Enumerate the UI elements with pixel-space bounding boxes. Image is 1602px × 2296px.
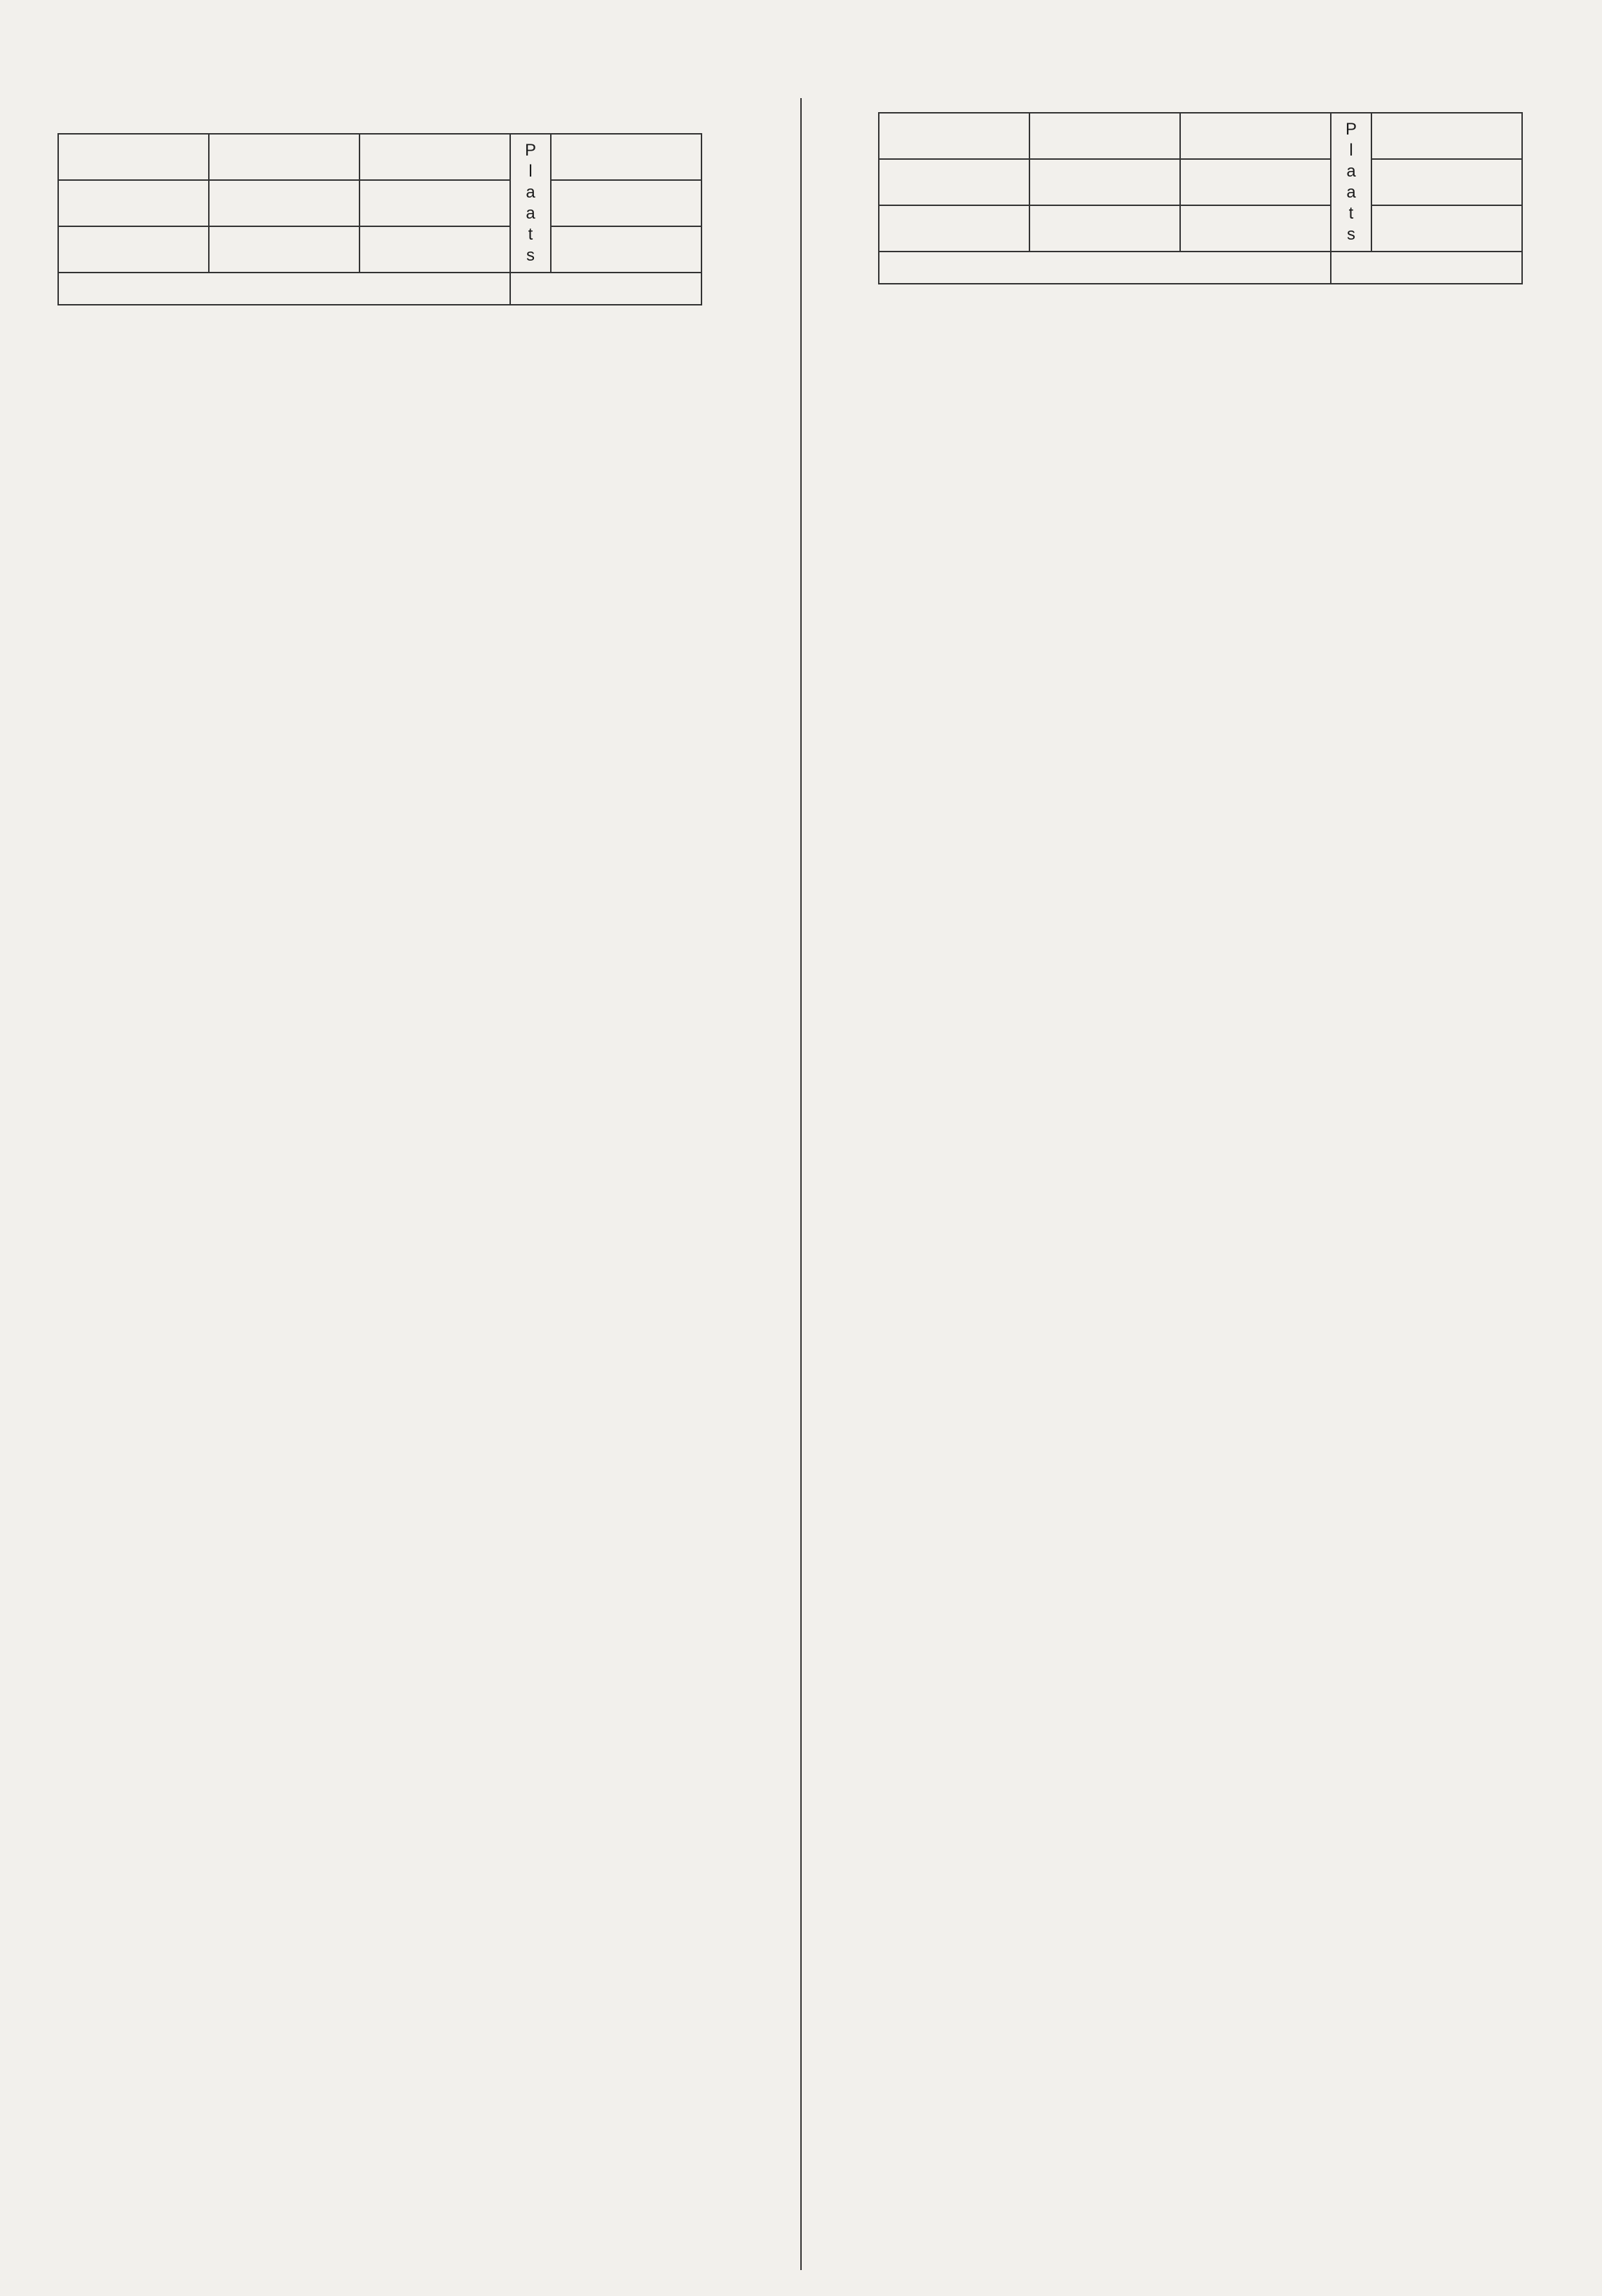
trio-cell [1331,252,1522,284]
second-label [58,180,209,226]
result-table [57,133,702,305]
result-table-2 [878,112,1523,284]
tot-tijd-label [360,180,510,226]
winner-label [58,134,209,180]
plaats-label: P l a a t s [510,134,551,273]
winnend-label [360,134,510,180]
second-label [879,159,1029,205]
nr-label [1029,205,1180,252]
right-column [815,98,1577,326]
left-column [43,98,792,432]
f-label [551,180,701,226]
winner-label [879,113,1029,159]
f-label [1371,113,1522,159]
winnend-label [1180,113,1331,159]
nr-label [209,180,360,226]
km-tijd-label [360,226,510,273]
nr-label [209,134,360,180]
f-label [1371,159,1522,205]
nr-label [1029,159,1180,205]
third-label [879,205,1029,252]
f-label [1371,205,1522,252]
km-tijd-label [1180,205,1331,252]
nr-label [209,226,360,273]
plaats-label: P l a a t s [1331,113,1371,252]
nr-label [1029,113,1180,159]
f-label [551,226,701,273]
koppel-cell [58,273,510,305]
column-divider [800,98,802,2270]
koppel-cell [879,252,1331,284]
f-label [551,134,701,180]
trio-cell [510,273,701,305]
third-label [58,226,209,273]
tot-tijd-label [1180,159,1331,205]
